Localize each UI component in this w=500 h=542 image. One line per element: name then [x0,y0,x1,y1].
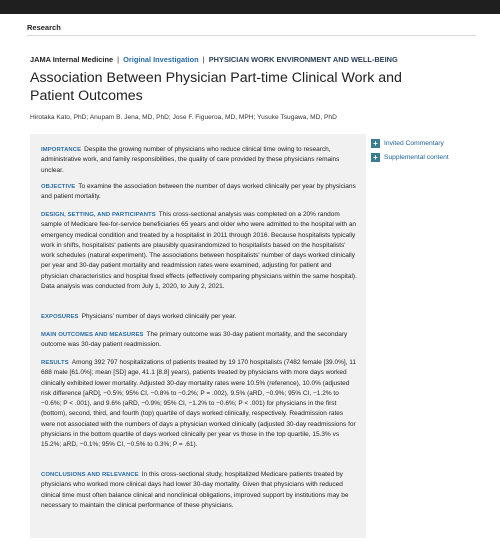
section-heading: MAIN OUTCOMES AND MEASURES [41,332,144,338]
abstract-exposures [41,312,359,322]
divider [27,35,476,36]
plus-icon: + [371,153,380,162]
section-heading: EXPOSURES [41,314,79,320]
author-list: Hirotaka Kato, PhD; Anupam B. Jena, MD, PhD; Jose F. Figueroa, MD, MPH; Yusuke Tsugawa, MD, PhD [30,114,337,121]
section-text: This cross-sectional analysis was completed on a 20% random sample of Medicare fee-for-service beneficiaries 65 years and older who were admitted to the hospital with an emergency medical condition and treated by a hospitalist in 2011 through 2016. Because hospitalists typically work in shifts, hospitalists' patients are plausibly quasirandomized to hospitalists based on the hospitalists' work schedules (natural experiment). The associations between hospitalists' number of days worked clinically per year and 30-day patient mortality and readmission rates were examined, adjusting for patient and physician characteristics and hospital fixed effects (effectively comparing physicians within the same hospital). Data analysis was conducted from July 1, 2020, to July 2, 2021. [41,211,357,291]
abstract-outcomes [41,330,359,351]
article-title: Association Between Physician Part-time Clinical Work and Patient Outcomes [30,70,402,104]
section-text: The primary outcome was 30-day patient mortality, and the secondary outcome was 30-day patient readmission. [41,331,348,349]
abstract-box [30,134,366,538]
section-text: Despite the growing number of physicians who reduce clinical time owing to research, administrative work, and family responsibilities, the quality of care provided by these physicians remains unclear. [41,146,340,174]
article-kicker [30,55,470,64]
topic-link[interactable]: PHYSICIAN WORK ENVIRONMENT AND WELL-BEING [208,55,398,64]
abstract-results [41,358,359,451]
top-bar [0,0,500,14]
invited-commentary-link[interactable] [371,137,491,149]
abstract-importance [41,145,359,176]
section-label: Research [27,23,61,32]
journal-name: JAMA Internal Medicine [30,55,114,64]
related-links [371,137,491,165]
section-text: To examine the association between the number of days worked clinically per year by physicians and patient mortality. [41,183,356,201]
kicker-separator: | [117,55,120,64]
section-heading: DESIGN, SETTING, AND PARTICIPANTS [41,212,156,218]
section-heading: IMPORTANCE [41,147,82,153]
article-type-link[interactable]: Original Investigation [123,55,199,64]
section-heading: RESULTS [41,360,69,366]
abstract-objective [41,182,359,203]
abstract-design [41,210,359,292]
abstract-conclusions [41,470,359,511]
section-text: Physicians' number of days worked clinically per year. [81,313,237,320]
supplemental-content-link[interactable] [371,151,491,163]
section-heading: CONCLUSIONS AND RELEVANCE [41,472,139,478]
section-text: In this cross-sectional study, hospitalized Medicare patients treated by physicians who worked more clinical days had lower 30-day mortality. Given that physicians with reduced clinical time must often balance clinical and nonclinical obligations, improved support by institutions may be necessary to maintain the clinical performance of these physicians. [41,471,349,509]
section-heading: OBJECTIVE [41,184,76,190]
link-label: Supplemental content [384,153,449,161]
link-label: Invited Commentary [384,139,444,147]
section-text: Among 392 797 hospitalizations of patients treated by 19 170 hospitalists (7482 female [39.0%], 11 688 male [61.0%]; mean [SD] age, 41.1 [8.8] years), patients treated by physicians with more days worked clinically exhibited lower mortality. Adjusted 30-day mortality rates were 10.5% (reference), 10.0% (adjusted risk difference [aRD], −0.5%; 95% CI, −0.8% to −0.2%; P = .002), 9.5% (aRD, −0.9%; 95% CI, −1.2% to −0.6%; P < .001), and 9.6% (aRD, −0.9%; 95% CI, −1.2% to −0.6%; P < .001) for physicians in the first (bottom), second, third, and fourth (top) quartile of days worked clinically, respectively. Readmission rates were not associated with the numbers of days a physician worked clinically (adjusted 30-day readmissions for physicians in the bottom quartile of days worked clinically per year vs those in the top quartile, 15.3% vs 15.2%; aRD, −0.1%; 95% CI, −0.5% to 0.3%; P = .61). [41,359,357,449]
kicker-separator: | [202,55,205,64]
plus-icon: + [371,139,380,148]
